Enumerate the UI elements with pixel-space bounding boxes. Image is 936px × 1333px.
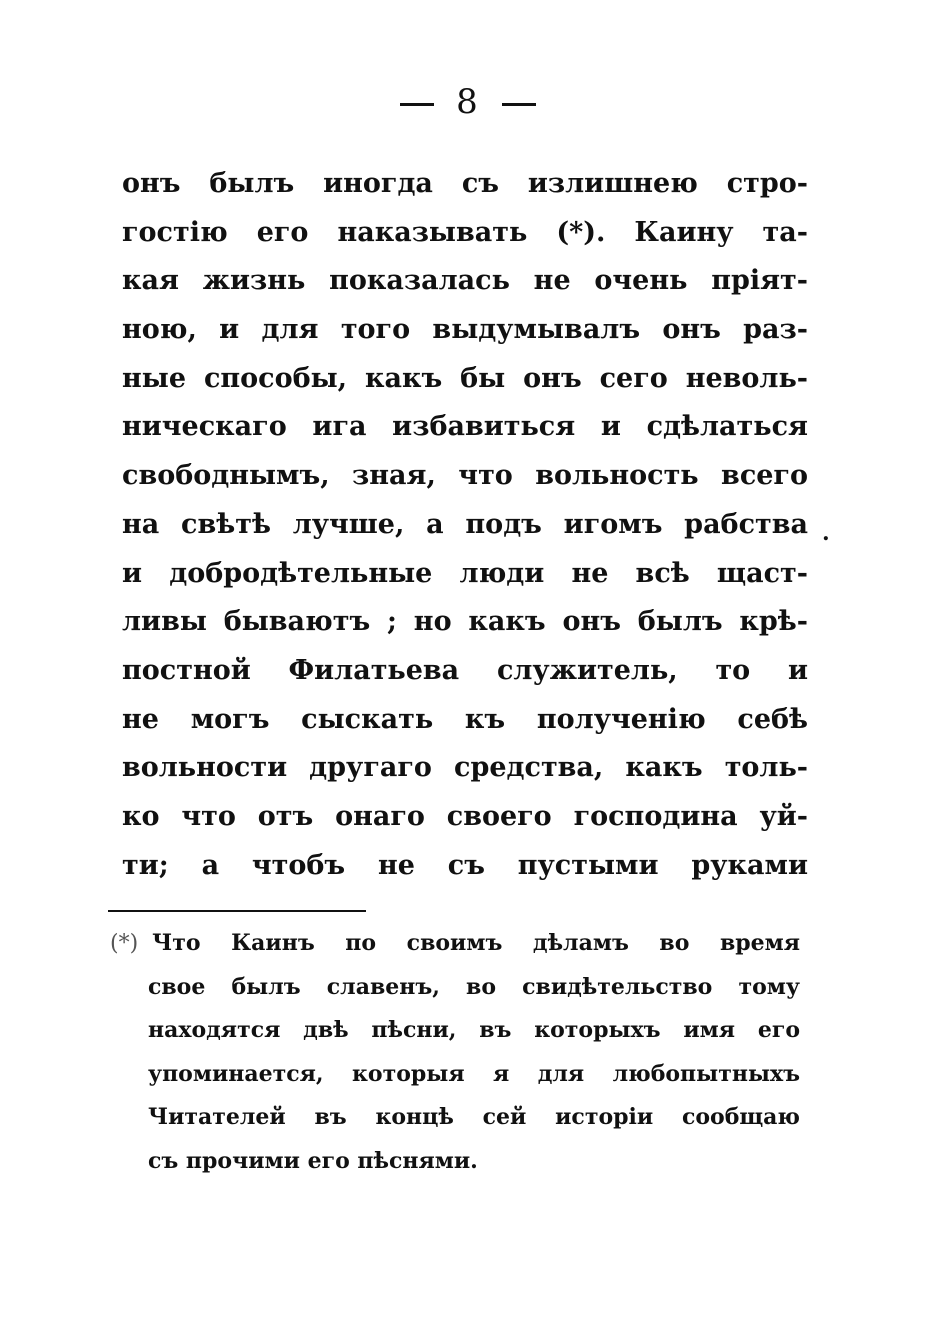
text-line: ные способы, какъ бы онъ сего неволь-: [122, 362, 808, 394]
footnote-line: упоминается, которыя я для любопытныхъ: [148, 1060, 800, 1087]
right-dash: [502, 103, 536, 106]
page-header: [0, 82, 936, 122]
text-line: постной Филатьева служитель, то и: [122, 654, 808, 686]
footnote-line: съ прочими его пѣснями.: [148, 1147, 478, 1174]
footnote-line: Читателей въ концѣ сей исторіи сообщаю: [148, 1104, 800, 1130]
footnote-line: свое былъ славенъ, во свидѣтельство тому: [148, 973, 800, 1000]
footnote-text: Что Каинъ по своимъ дѣламъ во время: [152, 930, 800, 956]
text-line: ти; а чтобъ не съ пустыми руками: [122, 849, 808, 881]
stray-mark: .: [822, 520, 830, 546]
left-dash: [400, 103, 434, 106]
footnote: [110, 922, 800, 1183]
text-line: на свѣтѣ лучше, а подъ игомъ рабства: [122, 508, 808, 540]
page-number: 8: [456, 82, 480, 122]
footnote-rule: [108, 910, 366, 912]
text-line: онъ былъ иногда съ излишнею стро-: [122, 168, 808, 199]
text-line: ною, и для того выдумывалъ онъ раз-: [122, 314, 808, 346]
footnote-line: [110, 922, 800, 966]
footnote-mark: (*): [110, 931, 139, 956]
text-line: кая жизнь показалась не очень пріят-: [122, 265, 808, 297]
text-line: ливы бываютъ ; но какъ онъ былъ крѣ-: [122, 606, 808, 638]
text-line: и добродѣтельные люди не всѣ щаст-: [122, 557, 808, 589]
footnote-line: находятся двѣ пѣсни, въ которыхъ имя его: [148, 1017, 800, 1043]
text-line: ко что отъ онаго своего господина уй-: [122, 800, 808, 832]
text-line: не могъ сыскать къ полученію себѣ: [122, 703, 808, 735]
text-line: вольности другаго средства, какъ толь-: [122, 752, 808, 784]
text-line: гостію его наказывать (*). Каину та-: [122, 216, 808, 248]
text-line: свободнымъ, зная, что вольность всего: [122, 460, 808, 492]
main-text: [122, 160, 808, 890]
text-line: ническаго ига избавиться и сдѣлаться: [122, 411, 808, 443]
